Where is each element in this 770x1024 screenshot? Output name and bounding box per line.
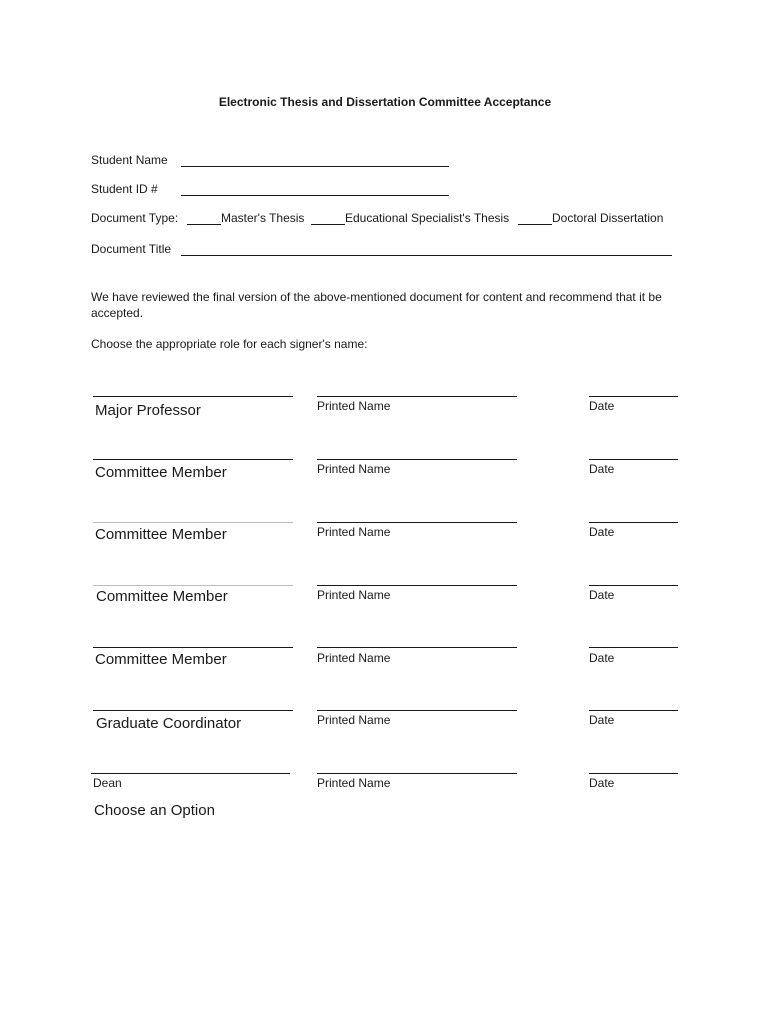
form-title: Electronic Thesis and Dissertation Committee Acceptance [218, 95, 552, 109]
printed-name-label: Printed Name [317, 525, 391, 539]
date-line[interactable] [589, 522, 678, 523]
signature-line[interactable] [93, 522, 293, 523]
printed-name-line[interactable] [317, 459, 517, 460]
date-line[interactable] [589, 773, 678, 774]
printed-name-line[interactable] [317, 773, 517, 774]
signer-role-dropdown[interactable]: Major Professor [95, 402, 201, 419]
signature-line[interactable] [93, 396, 293, 397]
printed-name-label: Printed Name [317, 588, 391, 602]
signature-line[interactable] [93, 585, 293, 586]
date-label: Date [589, 713, 615, 727]
masters-thesis-blank[interactable] [187, 224, 221, 225]
date-line[interactable] [589, 710, 678, 711]
student-name-label: Student Name [91, 153, 168, 167]
student-name-line[interactable] [181, 166, 449, 167]
role-instruction: Choose the appropriate role for each signer's name: [91, 337, 368, 351]
student-id-line[interactable] [181, 195, 449, 196]
printed-name-label: Printed Name [317, 776, 391, 790]
date-label: Date [589, 776, 615, 790]
printed-name-label: Printed Name [317, 462, 391, 476]
signer-role-dropdown[interactable]: Committee Member [95, 464, 227, 481]
date-line[interactable] [589, 585, 678, 586]
signer-role-dropdown[interactable]: Committee Member [95, 526, 227, 543]
date-label: Date [589, 588, 615, 602]
signer-role-dropdown[interactable]: Graduate Coordinator [96, 715, 242, 732]
doctoral-dissertation-label: Doctoral Dissertation [552, 211, 664, 225]
signer-role-dropdown[interactable]: Committee Member [95, 651, 227, 668]
printed-name-line[interactable] [317, 585, 517, 586]
date-label: Date [589, 525, 615, 539]
signature-line[interactable] [93, 647, 293, 648]
document-title-line[interactable] [181, 255, 672, 256]
student-id-label: Student ID # [91, 182, 158, 196]
doctoral-dissertation-blank[interactable] [518, 224, 552, 225]
choose-option-dropdown[interactable]: Choose an Option [94, 802, 215, 819]
printed-name-label: Printed Name [317, 399, 391, 413]
date-line[interactable] [589, 396, 678, 397]
specialist-thesis-blank[interactable] [311, 224, 345, 225]
document-type-label: Document Type: [91, 211, 179, 225]
printed-name-line[interactable] [317, 396, 517, 397]
date-label: Date [589, 651, 615, 665]
signer-role-dropdown[interactable]: Committee Member [96, 588, 228, 605]
date-line[interactable] [589, 647, 678, 648]
signature-line[interactable] [93, 459, 293, 460]
printed-name-label: Printed Name [317, 713, 391, 727]
date-line[interactable] [589, 459, 678, 460]
signature-line[interactable] [91, 773, 290, 774]
document-title-label: Document Title [91, 242, 172, 256]
printed-name-line[interactable] [317, 647, 517, 648]
printed-name-line[interactable] [317, 522, 517, 523]
printed-name-line[interactable] [317, 710, 517, 711]
signature-line[interactable] [93, 710, 293, 711]
date-label: Date [589, 399, 615, 413]
specialist-thesis-label: Educational Specialist's Thesis [345, 211, 510, 225]
date-label: Date [589, 462, 615, 476]
printed-name-label: Printed Name [317, 651, 391, 665]
masters-thesis-label: Master's Thesis [221, 211, 305, 225]
signer-role-label: Dean [93, 776, 122, 790]
review-statement: We have reviewed the final version of the above-mentioned document for content and recommend that it be accepted. [91, 290, 662, 320]
